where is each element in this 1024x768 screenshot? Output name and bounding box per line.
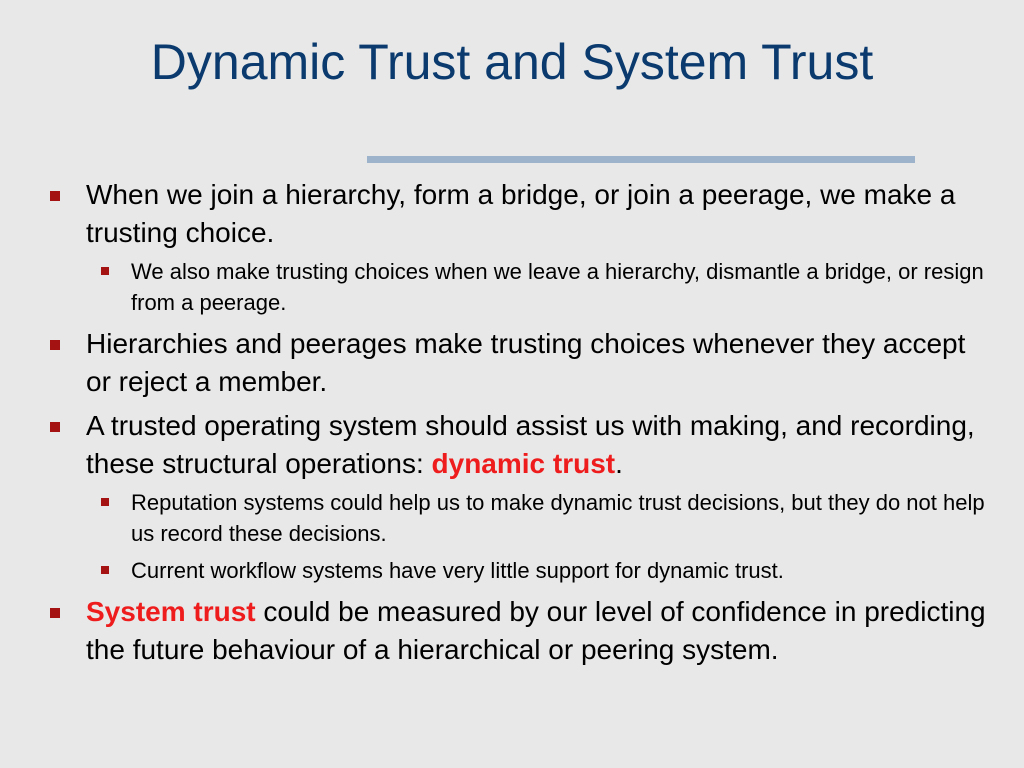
- bullet-list: [0, 176, 1024, 669]
- slide-title: Dynamic Trust and System Trust: [150, 34, 874, 90]
- square-bullet-icon: [50, 422, 60, 432]
- sub-bullet-text: Current workflow systems have very little support for dynamic trust.: [131, 558, 784, 583]
- sub-bullet-text: Reputation systems could help us to make dynamic trust decisions, but they do not help us record these decisions.: [131, 490, 985, 546]
- bullet-item: [0, 593, 1024, 669]
- sub-bullet-item: [0, 555, 1024, 586]
- sub-bullet-text: We also make trusting choices when we leave a hierarchy, dismantle a bridge, or resign from a peerage.: [131, 259, 984, 315]
- bullet-text: Hierarchies and peerages make trusting choices whenever they accept or reject a member.: [86, 328, 966, 397]
- highlight-system-trust: System trust: [86, 596, 256, 627]
- bullet-text-after: could be measured by our level of confidence in predicting the future behaviour of a hierarchical or peering system.: [86, 596, 986, 665]
- bullet-item: [0, 325, 1024, 401]
- bullet-item: [0, 176, 1024, 252]
- square-bullet-icon: [50, 191, 60, 201]
- bullet-text-after: .: [615, 448, 623, 479]
- title-underline: [367, 156, 915, 163]
- sub-bullet-item: [0, 487, 1024, 549]
- bullet-text-before: A trusted operating system should assist us with making, and recording, these structural operations:: [86, 410, 975, 479]
- square-bullet-icon: [101, 566, 109, 574]
- bullet-text: When we join a hierarchy, form a bridge, or join a peerage, we make a trusting choice.: [86, 179, 956, 248]
- square-bullet-icon: [101, 267, 109, 275]
- square-bullet-icon: [101, 498, 109, 506]
- highlight-dynamic-trust: dynamic trust: [431, 448, 616, 479]
- square-bullet-icon: [50, 608, 60, 618]
- square-bullet-icon: [50, 340, 60, 350]
- sub-bullet-item: [0, 256, 1024, 318]
- bullet-item: [0, 407, 1024, 483]
